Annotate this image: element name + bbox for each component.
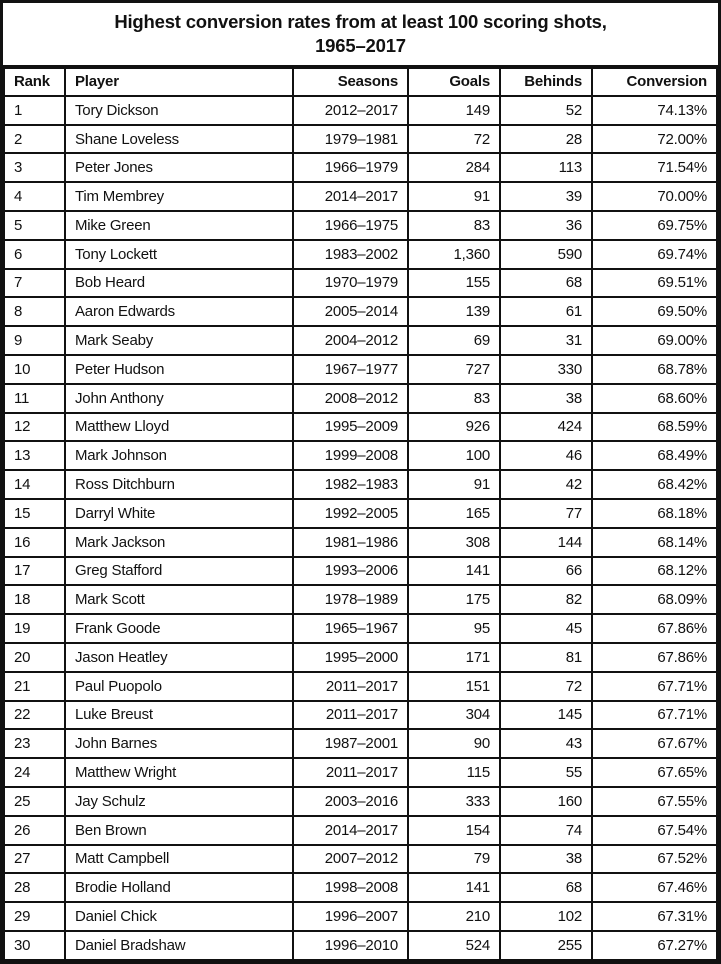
player-cell: Mark Jackson bbox=[65, 528, 293, 557]
behinds-cell: 330 bbox=[500, 355, 592, 384]
player-cell: Matt Campbell bbox=[65, 845, 293, 874]
seasons-cell: 1993–2006 bbox=[293, 557, 408, 586]
seasons-cell: 2003–2016 bbox=[293, 787, 408, 816]
conversion-cell: 68.78% bbox=[592, 355, 717, 384]
player-cell: Luke Breust bbox=[65, 701, 293, 730]
goals-cell: 155 bbox=[408, 269, 500, 298]
rank-cell: 2 bbox=[4, 125, 65, 154]
seasons-cell: 1996–2010 bbox=[293, 931, 408, 960]
table-title-line1: Highest conversion rates from at least 100 scoring shots, bbox=[114, 11, 607, 32]
conversion-cell: 67.55% bbox=[592, 787, 717, 816]
table-row bbox=[4, 816, 717, 845]
table-row bbox=[4, 902, 717, 931]
behinds-cell: 68 bbox=[500, 269, 592, 298]
rank-cell: 30 bbox=[4, 931, 65, 960]
goals-cell: 165 bbox=[408, 499, 500, 528]
rank-cell: 18 bbox=[4, 585, 65, 614]
conversion-cell: 68.42% bbox=[592, 470, 717, 499]
player-cell: Paul Puopolo bbox=[65, 672, 293, 701]
seasons-cell: 2004–2012 bbox=[293, 326, 408, 355]
header-rank: Rank bbox=[4, 68, 65, 96]
conversion-cell: 68.60% bbox=[592, 384, 717, 413]
behinds-cell: 113 bbox=[500, 153, 592, 182]
seasons-cell: 2011–2017 bbox=[293, 701, 408, 730]
seasons-cell: 1987–2001 bbox=[293, 729, 408, 758]
goals-cell: 90 bbox=[408, 729, 500, 758]
conversion-cell: 67.71% bbox=[592, 701, 717, 730]
behinds-cell: 52 bbox=[500, 96, 592, 125]
table-row bbox=[4, 845, 717, 874]
seasons-cell: 1981–1986 bbox=[293, 528, 408, 557]
rank-cell: 5 bbox=[4, 211, 65, 240]
rank-cell: 25 bbox=[4, 787, 65, 816]
goals-cell: 524 bbox=[408, 931, 500, 960]
rank-cell: 24 bbox=[4, 758, 65, 787]
conversion-cell: 67.86% bbox=[592, 614, 717, 643]
table-title bbox=[3, 3, 718, 67]
header-conversion: Conversion bbox=[592, 68, 717, 96]
table-row bbox=[4, 499, 717, 528]
player-cell: Bob Heard bbox=[65, 269, 293, 298]
table-row bbox=[4, 614, 717, 643]
table-row bbox=[4, 240, 717, 269]
rank-cell: 27 bbox=[4, 845, 65, 874]
conversion-cell: 68.09% bbox=[592, 585, 717, 614]
conversion-cell: 67.31% bbox=[592, 902, 717, 931]
goals-cell: 175 bbox=[408, 585, 500, 614]
player-cell: Matthew Lloyd bbox=[65, 413, 293, 442]
player-cell: Ben Brown bbox=[65, 816, 293, 845]
table-row bbox=[4, 873, 717, 902]
seasons-cell: 1983–2002 bbox=[293, 240, 408, 269]
table-row bbox=[4, 413, 717, 442]
rank-cell: 15 bbox=[4, 499, 65, 528]
rank-cell: 17 bbox=[4, 557, 65, 586]
behinds-cell: 55 bbox=[500, 758, 592, 787]
goals-cell: 727 bbox=[408, 355, 500, 384]
player-cell: Daniel Bradshaw bbox=[65, 931, 293, 960]
player-cell: John Anthony bbox=[65, 384, 293, 413]
conversion-cell: 68.12% bbox=[592, 557, 717, 586]
table-row bbox=[4, 153, 717, 182]
table-row bbox=[4, 729, 717, 758]
conversion-cell: 69.51% bbox=[592, 269, 717, 298]
behinds-cell: 28 bbox=[500, 125, 592, 154]
header-row bbox=[4, 68, 717, 96]
header-player: Player bbox=[65, 68, 293, 96]
behinds-cell: 81 bbox=[500, 643, 592, 672]
conversion-cell: 67.27% bbox=[592, 931, 717, 960]
player-cell: Matthew Wright bbox=[65, 758, 293, 787]
rank-cell: 28 bbox=[4, 873, 65, 902]
table-row bbox=[4, 125, 717, 154]
behinds-cell: 68 bbox=[500, 873, 592, 902]
behinds-cell: 160 bbox=[500, 787, 592, 816]
table-row bbox=[4, 384, 717, 413]
goals-cell: 83 bbox=[408, 211, 500, 240]
goals-cell: 91 bbox=[408, 470, 500, 499]
table-row bbox=[4, 470, 717, 499]
behinds-cell: 45 bbox=[500, 614, 592, 643]
player-cell: Darryl White bbox=[65, 499, 293, 528]
behinds-cell: 31 bbox=[500, 326, 592, 355]
goals-cell: 100 bbox=[408, 441, 500, 470]
table-row bbox=[4, 182, 717, 211]
table-row bbox=[4, 441, 717, 470]
goals-cell: 1,360 bbox=[408, 240, 500, 269]
behinds-cell: 82 bbox=[500, 585, 592, 614]
goals-cell: 141 bbox=[408, 557, 500, 586]
behinds-cell: 145 bbox=[500, 701, 592, 730]
conversion-cell: 67.71% bbox=[592, 672, 717, 701]
seasons-cell: 1999–2008 bbox=[293, 441, 408, 470]
rank-cell: 1 bbox=[4, 96, 65, 125]
rank-cell: 21 bbox=[4, 672, 65, 701]
goals-cell: 284 bbox=[408, 153, 500, 182]
behinds-cell: 424 bbox=[500, 413, 592, 442]
header-goals: Goals bbox=[408, 68, 500, 96]
player-cell: Tory Dickson bbox=[65, 96, 293, 125]
table-row bbox=[4, 211, 717, 240]
goals-cell: 139 bbox=[408, 297, 500, 326]
table-row bbox=[4, 643, 717, 672]
rank-cell: 16 bbox=[4, 528, 65, 557]
rank-cell: 26 bbox=[4, 816, 65, 845]
table-row bbox=[4, 585, 717, 614]
seasons-cell: 1996–2007 bbox=[293, 902, 408, 931]
player-cell: Tony Lockett bbox=[65, 240, 293, 269]
behinds-cell: 61 bbox=[500, 297, 592, 326]
conversion-table bbox=[3, 67, 718, 961]
seasons-cell: 1979–1981 bbox=[293, 125, 408, 154]
rank-cell: 12 bbox=[4, 413, 65, 442]
behinds-cell: 39 bbox=[500, 182, 592, 211]
conversion-cell: 67.67% bbox=[592, 729, 717, 758]
player-cell: Daniel Chick bbox=[65, 902, 293, 931]
seasons-cell: 1967–1977 bbox=[293, 355, 408, 384]
goals-cell: 154 bbox=[408, 816, 500, 845]
player-cell: Mark Scott bbox=[65, 585, 293, 614]
conversion-cell: 68.49% bbox=[592, 441, 717, 470]
rank-cell: 3 bbox=[4, 153, 65, 182]
player-cell: Mike Green bbox=[65, 211, 293, 240]
seasons-cell: 2007–2012 bbox=[293, 845, 408, 874]
seasons-cell: 2011–2017 bbox=[293, 758, 408, 787]
table-row bbox=[4, 528, 717, 557]
behinds-cell: 66 bbox=[500, 557, 592, 586]
player-cell: Mark Johnson bbox=[65, 441, 293, 470]
behinds-cell: 36 bbox=[500, 211, 592, 240]
conversion-cell: 70.00% bbox=[592, 182, 717, 211]
seasons-cell: 2005–2014 bbox=[293, 297, 408, 326]
goals-cell: 210 bbox=[408, 902, 500, 931]
table-row bbox=[4, 326, 717, 355]
goals-cell: 141 bbox=[408, 873, 500, 902]
player-cell: Shane Loveless bbox=[65, 125, 293, 154]
table-row bbox=[4, 931, 717, 960]
conversion-cell: 68.59% bbox=[592, 413, 717, 442]
goals-cell: 149 bbox=[408, 96, 500, 125]
goals-cell: 95 bbox=[408, 614, 500, 643]
player-cell: Tim Membrey bbox=[65, 182, 293, 211]
player-cell: Peter Jones bbox=[65, 153, 293, 182]
seasons-cell: 2011–2017 bbox=[293, 672, 408, 701]
goals-cell: 304 bbox=[408, 701, 500, 730]
goals-cell: 926 bbox=[408, 413, 500, 442]
behinds-cell: 42 bbox=[500, 470, 592, 499]
table-row bbox=[4, 269, 717, 298]
rank-cell: 11 bbox=[4, 384, 65, 413]
behinds-cell: 38 bbox=[500, 845, 592, 874]
rank-cell: 7 bbox=[4, 269, 65, 298]
seasons-cell: 2014–2017 bbox=[293, 182, 408, 211]
conversion-cell: 69.75% bbox=[592, 211, 717, 240]
goals-cell: 83 bbox=[408, 384, 500, 413]
seasons-cell: 1995–2000 bbox=[293, 643, 408, 672]
goals-cell: 171 bbox=[408, 643, 500, 672]
conversion-cell: 74.13% bbox=[592, 96, 717, 125]
goals-cell: 333 bbox=[408, 787, 500, 816]
conversion-cell: 72.00% bbox=[592, 125, 717, 154]
behinds-cell: 255 bbox=[500, 931, 592, 960]
player-cell: Aaron Edwards bbox=[65, 297, 293, 326]
seasons-cell: 1970–1979 bbox=[293, 269, 408, 298]
rank-cell: 6 bbox=[4, 240, 65, 269]
header-behinds: Behinds bbox=[500, 68, 592, 96]
goals-cell: 308 bbox=[408, 528, 500, 557]
behinds-cell: 590 bbox=[500, 240, 592, 269]
rank-cell: 13 bbox=[4, 441, 65, 470]
rank-cell: 22 bbox=[4, 701, 65, 730]
rank-cell: 10 bbox=[4, 355, 65, 384]
rank-cell: 14 bbox=[4, 470, 65, 499]
player-cell: Greg Stafford bbox=[65, 557, 293, 586]
conversion-cell: 67.52% bbox=[592, 845, 717, 874]
player-cell: Jason Heatley bbox=[65, 643, 293, 672]
goals-cell: 72 bbox=[408, 125, 500, 154]
seasons-cell: 2014–2017 bbox=[293, 816, 408, 845]
goals-cell: 151 bbox=[408, 672, 500, 701]
rank-cell: 9 bbox=[4, 326, 65, 355]
seasons-cell: 2012–2017 bbox=[293, 96, 408, 125]
conversion-cell: 67.46% bbox=[592, 873, 717, 902]
seasons-cell: 1992–2005 bbox=[293, 499, 408, 528]
seasons-cell: 1982–1983 bbox=[293, 470, 408, 499]
conversion-cell: 68.18% bbox=[592, 499, 717, 528]
header-seasons: Seasons bbox=[293, 68, 408, 96]
seasons-cell: 1966–1975 bbox=[293, 211, 408, 240]
table-row bbox=[4, 96, 717, 125]
rank-cell: 23 bbox=[4, 729, 65, 758]
table-row bbox=[4, 355, 717, 384]
goals-cell: 69 bbox=[408, 326, 500, 355]
rank-cell: 8 bbox=[4, 297, 65, 326]
table-row bbox=[4, 787, 717, 816]
rank-cell: 29 bbox=[4, 902, 65, 931]
table-title-line2: 1965–2017 bbox=[315, 35, 406, 57]
player-cell: John Barnes bbox=[65, 729, 293, 758]
goals-cell: 91 bbox=[408, 182, 500, 211]
player-cell: Peter Hudson bbox=[65, 355, 293, 384]
seasons-cell: 1965–1967 bbox=[293, 614, 408, 643]
rank-cell: 4 bbox=[4, 182, 65, 211]
table-row bbox=[4, 701, 717, 730]
player-cell: Frank Goode bbox=[65, 614, 293, 643]
player-cell: Mark Seaby bbox=[65, 326, 293, 355]
conversion-cell: 69.74% bbox=[592, 240, 717, 269]
conversion-cell: 71.54% bbox=[592, 153, 717, 182]
behinds-cell: 43 bbox=[500, 729, 592, 758]
table-row bbox=[4, 297, 717, 326]
player-cell: Brodie Holland bbox=[65, 873, 293, 902]
conversion-cell: 67.65% bbox=[592, 758, 717, 787]
seasons-cell: 2008–2012 bbox=[293, 384, 408, 413]
rank-cell: 20 bbox=[4, 643, 65, 672]
conversion-cell: 69.50% bbox=[592, 297, 717, 326]
table-row bbox=[4, 672, 717, 701]
player-cell: Jay Schulz bbox=[65, 787, 293, 816]
table-row bbox=[4, 758, 717, 787]
conversion-cell: 67.54% bbox=[592, 816, 717, 845]
behinds-cell: 74 bbox=[500, 816, 592, 845]
behinds-cell: 72 bbox=[500, 672, 592, 701]
behinds-cell: 38 bbox=[500, 384, 592, 413]
player-cell: Ross Ditchburn bbox=[65, 470, 293, 499]
goals-cell: 79 bbox=[408, 845, 500, 874]
conversion-cell: 67.86% bbox=[592, 643, 717, 672]
seasons-cell: 1978–1989 bbox=[293, 585, 408, 614]
goals-cell: 115 bbox=[408, 758, 500, 787]
table-row bbox=[4, 557, 717, 586]
behinds-cell: 144 bbox=[500, 528, 592, 557]
conversion-cell: 68.14% bbox=[592, 528, 717, 557]
seasons-cell: 1995–2009 bbox=[293, 413, 408, 442]
seasons-cell: 1966–1979 bbox=[293, 153, 408, 182]
behinds-cell: 46 bbox=[500, 441, 592, 470]
table-body bbox=[4, 96, 717, 960]
conversion-cell: 69.00% bbox=[592, 326, 717, 355]
behinds-cell: 102 bbox=[500, 902, 592, 931]
seasons-cell: 1998–2008 bbox=[293, 873, 408, 902]
rank-cell: 19 bbox=[4, 614, 65, 643]
behinds-cell: 77 bbox=[500, 499, 592, 528]
